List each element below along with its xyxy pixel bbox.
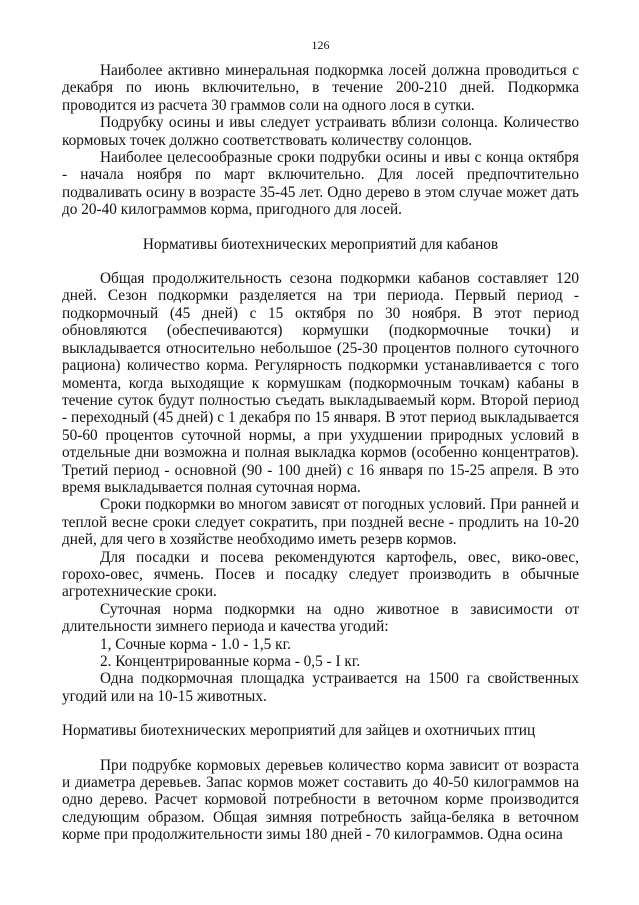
list-item-succulent-feed: 1, Сочные корма - 1.0 - 1,5 кг.	[100, 635, 291, 653]
section-heading-boar: Нормативы биотехнических мероприятий для кабанов	[142, 235, 499, 253]
list-item-concentrated-feed: 2. Концентрированные корма - 0,5 - I кг.	[100, 653, 361, 670]
paragraph-cutting-timing: Наиболее целесообразные сроки подрубки осины и ивы с конца октября - начала ноября по март включительно. Для лосей предпочтительно подваливать осину в возрасте 35-45 лет. Одно дерево в этом случае может дать до 20-40 килограммов корма, пригодного для лосей.	[62, 149, 579, 219]
paragraph-moose-mineral-feeding: Наиболее активно минеральная подкормка лосей должна проводиться с декабря по июнь включительно, в течение 200-210 дней. Подкормка проводится из расчета 30 граммов соли на одного лося в сутки.	[62, 62, 579, 114]
paragraph-boar-daily-norm: Суточная норма подкормки на одно животное в зависимости от длительности зимнего периода и качества угодий:	[62, 600, 579, 636]
section-heading-hares-birds: Нормативы биотехнических мероприятий для зайцев и охотничьих птиц	[62, 722, 536, 740]
paragraph-aspen-willow-cutting: Подрубку осины и ивы следует устраивать вблизи солонца. Количество кормовых точек должно соответствовать количеству солонцов.	[62, 114, 579, 149]
paragraph-boar-season: Общая продолжительность сезона подкормки кабанов составляет 120 дней. Сезон подкормки разделяется на три периода. Первый период - подкормочный (45 дней) с 15 октября по 30 ноября. В этот период обновляются (обеспечиваются) кормушки (подкормочные точки) и выкладывается относительно небольшое (25-30 процентов полного суточного рациона) количество корма. Регулярность подкормки устанавливается с того момента, когда выходящие к кормушкам (подкормочным точкам) кабаны в течение суток будут полностью съедать выкладываемый корм. Второй период - переходный (45 дней) с 1 декабря по 15 января. В этот период выкладывается 50-60 процентов суточной нормы, а при ухудшении природных условий в отдельные дни возможна и полная выкладка кормов (особенно концентратов). Третий период - основной (90 - 100 дней) с 16 января по 15-25 апреля. В это время выкладывается полная суточная норма.	[62, 270, 579, 496]
paragraph-boar-crops: Для посадки и посева рекомендуются картофель, овес, вико-овес, горохо-овес, ячмень. Посев и посадку следует производить в обычные агротехнические сроки.	[62, 548, 579, 601]
page-number: 126	[311, 38, 330, 52]
document-page	[62, 38, 579, 844]
paragraph-boar-feeding-site: Одна подкормочная площадка устраивается на 1500 га свойственных угодий или на 10-15 животных.	[62, 670, 579, 705]
paragraph-hare-feed: При подрубке кормовых деревьев количество корма зависит от возраста и диаметра деревьев. Запас кормов может составить до 40-50 килограммов на одно дерево. Расчет кормовой потребности в веточном корме производится следующим образом. Общая зимняя потребность зайца-беляка в веточном корме при продолжительности зимы 180 дней - 70 килограммов. Одна осина	[62, 756, 579, 844]
paragraph-boar-weather: Сроки подкормки во многом зависят от погодных условий. При ранней и теплой весне сроки следует сократить, при поздней весне - продлить на 10-20 дней, для чего в хозяйстве необходимо иметь резерв кормов.	[62, 496, 579, 549]
